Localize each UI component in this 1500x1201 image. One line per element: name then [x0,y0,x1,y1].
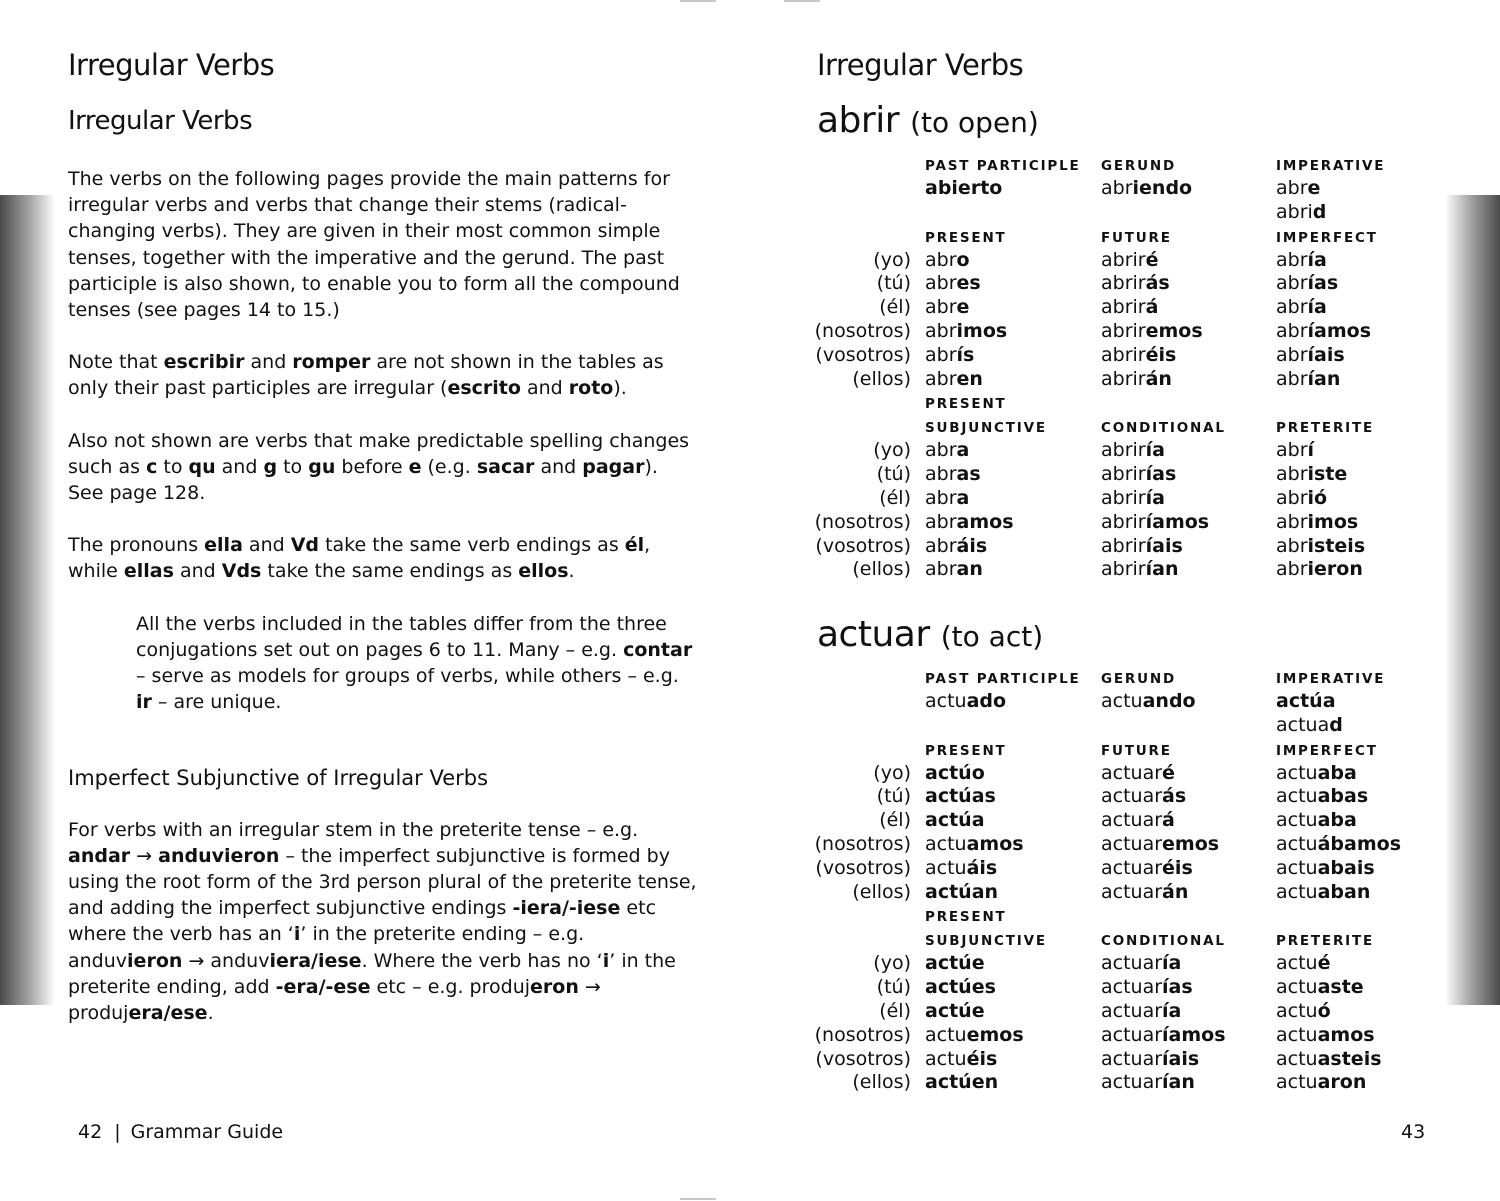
tense-label: PAST PARTICIPLE [925,158,1081,174]
bold-term: romper [292,351,371,374]
verb-ending: ían [1307,367,1341,390]
verb-ending: d [1329,713,1343,736]
verb-form: abrirán [1101,367,1172,390]
verb-ending: actúe [925,999,985,1022]
verb-form: actuaban [1276,880,1371,903]
verb-form: abría [1276,296,1327,319]
verb-form: abrieron [1276,558,1363,581]
verb-ending: ábamos [1317,832,1401,855]
bold-term: i [293,923,301,946]
verb-ending: ían [1145,558,1179,581]
paragraph: Also not shown are verbs that make predictable spelling changes such as c to qu and g to gu before e (e.g. sacar and pagar). See page 128. [68,429,690,505]
verb-ending: án [1145,367,1172,390]
verb-form [925,809,985,831]
verb-ending: abas [1317,785,1369,808]
verb-form: actuabas [1276,785,1369,808]
tense-label-row [817,904,1457,928]
pronoun: (nosotros) [814,832,911,855]
conjugation-row [817,1000,1457,1024]
verb-translation: (to open) [910,106,1039,139]
tense-label: IMPERFECT [1276,742,1378,759]
conjugation-row [817,857,1457,881]
pronoun: (tú) [876,976,911,999]
section-title: Irregular Verbs [68,106,253,136]
bold-term: iera/iese [269,949,362,972]
verb-form: actuarás [1101,785,1187,808]
verb-form: abramos [925,510,1014,533]
verb-heading [817,100,1039,141]
tense-label: IMPERFECT [1276,229,1378,246]
verb-ending: aban [1317,880,1371,903]
tense-label: PRESENT [925,396,1007,413]
verb-form: abrías [1276,272,1339,295]
pronoun: (tú) [876,272,911,295]
verb-form: actuasteis [1276,1047,1382,1070]
paragraph: For verbs with an irregular stem in the preterite tense – e.g. andar → anduvieron – the imperfect subjunctive is formed by using the root form of the 3rd person plural of the preterite tense, and adding the imperfect subjunctive endings -iera/-iese etc where the verb has an ‘i’ in the preterite ending – e.g. anduvieron → anduviera/iese. Where the verb has no ‘i’ in the preterite ending, add -era/-ese etc – e.g. produjeron → produjera/ese. [68,818,697,1025]
verb-form: abristeis [1276,534,1366,557]
verb-ending: ás [1162,785,1187,808]
bold-term: ir [136,691,152,714]
conjugation-row [814,510,1457,535]
pronoun: (nosotros) [814,1023,911,1046]
conjugation-row [817,535,1457,559]
verb-ending: íamos [1145,510,1210,533]
verb-form: actuáis [925,856,998,879]
verb-form: abrirían [1101,558,1179,581]
paragraph: Note that escribir and romper are not shown in the tables as only their past participles are irregular (escrito and roto). [68,351,664,400]
conjugation-row [817,296,1457,320]
verb-ending: é [1145,248,1159,271]
verb-ending: aba [1317,809,1357,832]
verb-form: abras [925,463,981,486]
verb-form: abriste [1276,463,1348,486]
verb-ending: a [956,439,970,462]
pronoun: (yo) [873,952,911,975]
conjugation-table [814,666,1457,1095]
conjugation-row [814,319,1457,344]
bold-term: escribir [163,351,245,374]
body-text [68,166,698,1052]
pronoun: (vosotros) [815,1047,911,1070]
conjugation-row [817,809,1457,833]
bold-term: él [624,534,645,557]
paragraph: The pronouns ella and Vd take the same verb endings as él, while ellas and Vds take the same endings as ellos. [68,534,651,583]
tense-label-row [817,928,1457,952]
pronoun: (ellos) [852,367,911,390]
verb-ending: éis [1162,856,1193,879]
verb-form: actuaba [1276,761,1357,784]
verb-ending: actúas [925,785,996,808]
verb-ending: abierto [925,177,1003,199]
bold-term: c [146,455,158,478]
verb-ending: emos [1145,319,1203,342]
bold-term: sacar [476,455,535,478]
verb-ending: ía [1307,248,1327,271]
verb-form [925,1000,985,1022]
verb-ending: íamos [1307,319,1372,342]
bold-term: i [602,949,610,972]
verb-ending: emos [966,1023,1024,1046]
verb-form [925,952,985,974]
verb-ending: á [1145,296,1159,319]
verb-ending: ás [1145,272,1170,295]
bold-term: contar [623,638,693,661]
verb-ending: ías [1162,976,1193,999]
conjugation-row [817,976,1457,1000]
verb-form: abriréis [1101,343,1177,366]
verb-ending: ó [1317,999,1331,1022]
verb-ending: ía [1307,296,1327,319]
pronoun: (ellos) [852,880,911,903]
verb-form: abrí [1276,439,1315,462]
bold-term: e [408,455,422,478]
subsection-title: Imperfect Subjunctive of Irregular Verbs [68,766,489,791]
verb-form: abriríais [1101,534,1183,557]
pronoun: (ellos) [852,1071,911,1094]
tense-label: SUBJUNCTIVE [925,420,1047,437]
verb-ending: áis [966,856,998,879]
verb-ending: emos [1162,832,1220,855]
tense-label: IMPERATIVE [1276,158,1386,174]
bold-term: -iera/-iese [512,897,621,920]
verb-ending: ía [1145,486,1165,509]
tense-label: FUTURE [1101,742,1172,759]
verb-form: actuaríais [1101,1047,1200,1070]
verb-form: abría [1276,248,1327,271]
verb-form: actuaba [1276,809,1357,832]
tense-label: PRETERITE [1276,420,1374,437]
conjugation-row [817,368,1457,392]
verb-form: actuaría [1101,952,1182,975]
tense-label-row [817,738,1457,762]
paragraph: The verbs on the following pages provide the main patterns for irregular verbs and verbs that change their stems (radical-changing verbs). They are given in their most common simple tenses, together with the imperative and the gerund. The past participle is also shown, to enable you to form all the compound tenses (see pages 14 to 15.) [68,168,680,322]
pronoun: (él) [879,296,911,319]
bold-term: escrito [447,377,521,400]
verb-ending: ando [1142,690,1196,712]
tense-label: CONDITIONAL [1101,420,1226,437]
verb-form [1276,690,1336,712]
verb-ending: é [1162,761,1175,784]
verb-form: abrid [1276,200,1327,223]
conjugation-row [817,487,1457,511]
verb-form [925,881,998,903]
conjugation-table [814,153,1457,582]
bold-term: ellos [518,560,569,583]
verb-form [925,976,996,998]
verb-form: abra [925,486,970,509]
pronoun: (vosotros) [815,534,911,557]
verb-ending: an [956,558,983,581]
verb-ending: amos [956,510,1014,533]
verb-ending: ió [1307,486,1328,509]
verb-ending: ías [1307,272,1339,295]
bold-term: ella [204,534,243,557]
verb-form: actuando [1101,690,1196,712]
verb-ending: iendo [1132,177,1193,199]
verb-form: abríamos [1276,319,1372,342]
verb-form: actuemos [925,1023,1024,1046]
bold-term: era/ese [128,1002,208,1025]
verb-ending: actúe [925,952,985,975]
verb-ending: éis [966,1047,998,1070]
tense-label: PRESENT [925,909,1007,926]
conjugation-row [814,1023,1457,1048]
verb-ending: é [1317,952,1331,975]
verb-ending: o [956,248,970,271]
verb-form: actuad [1276,713,1343,736]
pronoun: (vosotros) [815,343,911,366]
bold-term: qu [188,455,216,478]
verb-form: actuamos [1276,1023,1375,1046]
tense-label: PRETERITE [1276,933,1374,950]
pronoun: (él) [879,999,911,1022]
bold-term: ieron [127,949,183,972]
verb-ending: actúo [925,761,985,784]
verb-ending: abais [1317,856,1375,879]
verb-ending: ieron [1307,558,1363,581]
verb-ending: ía [1162,952,1182,975]
pronoun: (vosotros) [815,856,911,879]
bold-term: g [263,455,278,478]
verb-form: abriremos [1101,319,1203,342]
verb-form: actuarías [1101,976,1193,999]
verb-ending: imos [956,319,1008,342]
conjugation-row [817,463,1457,487]
running-head: Irregular Verbs [817,48,1024,82]
verb-form: actuado [925,690,1007,712]
verb-form: abriendo [1101,177,1193,199]
left-footer [78,1121,283,1143]
tense-label: GERUND [1101,671,1176,687]
verb-form: actuaré [1101,761,1175,784]
verb-ending: ado [966,690,1007,712]
verb-heading [817,614,1043,655]
tense-label: PRESENT [925,229,1007,246]
verb-ending: áis [956,534,988,557]
conjugation-row [817,881,1457,905]
verb-form: actuaría [1101,999,1182,1022]
verb-form: abro [925,248,970,271]
pronoun: (yo) [873,761,911,784]
verb-form: abriría [1101,439,1165,462]
bold-term: -era/-ese [275,975,371,998]
verb-ending: e [956,296,970,319]
verb-ending: actúen [925,1071,999,1094]
conjugation-row [817,762,1457,786]
bold-term: eron [530,975,579,998]
verb-ending: án [1162,880,1189,903]
verb-form: actuabais [1276,856,1375,879]
verb-ending: ís [956,343,975,366]
pronoun: (yo) [873,439,911,462]
crop-mark [784,0,820,2]
tense-label-row [817,391,1457,415]
verb-ending: aba [1317,761,1357,784]
verb-form [925,785,996,807]
verb-ending: actúan [925,880,999,903]
verb-ending: ías [1145,463,1177,486]
verb-ending: actúa [1276,690,1336,712]
verb-form: actuaréis [1101,856,1193,879]
verb-ending: a [956,486,970,509]
verb-form: actuará [1101,809,1175,832]
pronoun: (yo) [873,248,911,271]
verb-form: abra [925,439,970,462]
tense-label: FUTURE [1101,229,1172,246]
conjugation-row [817,344,1457,368]
pronoun: (nosotros) [814,319,911,342]
verb-form: abráis [925,534,988,557]
bold-term: Vd [290,534,320,557]
verb-ending: íais [1307,343,1345,366]
conjugation-row [817,952,1457,976]
verb-infinitive: actuar [817,614,930,655]
verb-form [925,177,1002,199]
conjugation-row [817,177,1457,201]
verb-ending: en [956,367,983,390]
conjugation-row [817,1071,1457,1095]
verb-form: actué [1276,952,1331,975]
verb-form: abriría [1101,486,1165,509]
verb-form: abrirías [1101,463,1177,486]
verb-ending: amos [966,832,1024,855]
pronoun: (ellos) [852,558,911,581]
verb-ending: aste [1317,976,1364,999]
pronoun: (tú) [876,463,911,486]
bold-term: andar [68,844,131,867]
verb-form: abre [925,296,970,319]
verb-form: actuaríamos [1101,1023,1226,1046]
conjugation-row [817,714,1457,738]
verb-ending: actúes [925,976,996,999]
right-footer [1401,1121,1425,1143]
tense-label-row [817,415,1457,439]
verb-ending: íais [1162,1047,1200,1070]
page-number: 42 [78,1121,103,1143]
footer-section: Grammar Guide [130,1121,284,1143]
verb-form [925,762,985,784]
verb-form: actuó [1276,999,1331,1022]
conjugation-row [817,249,1457,273]
bold-term: anduvieron [158,844,280,867]
verb-ending: á [1162,809,1175,832]
verb-form: abren [925,367,983,390]
bold-term: ellas [123,560,174,583]
tense-label: SUBJUNCTIVE [925,933,1047,950]
pronoun: (tú) [876,785,911,808]
footer-separator: | [114,1121,121,1143]
verb-ending: í [1307,439,1315,462]
verb-ending: imos [1307,510,1359,533]
conjugation-row [817,439,1457,463]
tense-label-row [817,225,1457,249]
pronoun: (él) [879,486,911,509]
tense-label: IMPERATIVE [1276,671,1386,687]
verb-form: actuarán [1101,880,1189,903]
conjugation-row [817,558,1457,582]
verb-infinitive: abrir [817,100,900,141]
verb-ending: ía [1145,439,1165,462]
verb-form: abrimos [1276,510,1359,533]
verb-form: abrimos [925,319,1008,342]
verb-form: actuaron [1276,1071,1367,1094]
verb-form: abrís [925,343,975,366]
verb-form: abriré [1101,248,1159,271]
conjugation-row [817,785,1457,809]
verb-form: abre [1276,177,1321,199]
tense-label-row [817,666,1457,690]
verb-ending: actúa [925,809,985,832]
verb-ending: iste [1307,463,1348,486]
bold-term: gu [308,455,336,478]
paragraph: All the verbs included in the tables differ from the three conjugations set out on pages 6 to 11. Many – e.g. contar – serve as models for groups of verbs, while others – e.g. ir – are unique. [136,612,693,714]
verb-form: abran [925,558,983,581]
crop-mark [680,1198,716,1200]
bold-term: Vds [221,560,262,583]
verb-form: actuábamos [1276,832,1401,855]
verb-ending: amos [1317,1023,1375,1046]
conjugation-row [817,690,1457,714]
tense-label: CONDITIONAL [1101,933,1226,950]
verb-ending: ían [1162,1071,1195,1094]
verb-form: abrirás [1101,272,1170,295]
running-head: Irregular Verbs [68,48,275,82]
tense-label: PAST PARTICIPLE [925,671,1081,687]
verb-form: actuaremos [1101,832,1220,855]
tense-label: PRESENT [925,742,1007,759]
verb-translation: (to act) [940,620,1044,653]
tense-label: GERUND [1101,158,1176,174]
page-number: 43 [1401,1121,1426,1143]
tense-label-row [817,153,1457,177]
verb-form: abrirá [1101,296,1159,319]
verb-form: abrió [1276,486,1328,509]
verb-ending: aron [1317,1071,1367,1094]
verb-ending: éis [1145,343,1177,366]
conjugation-row [817,272,1457,296]
verb-ending: isteis [1307,534,1366,557]
pronoun: (nosotros) [814,510,911,533]
conjugation-row [817,1048,1457,1072]
verb-form: abres [925,272,981,295]
verb-ending: es [956,272,981,295]
verb-ending: íamos [1162,1023,1226,1046]
bold-term: pagar [582,455,645,478]
verb-form: actuarían [1101,1071,1195,1094]
verb-ending: e [1307,177,1321,199]
left-page-edge-shadow [0,195,55,1005]
verb-ending: ía [1162,999,1182,1022]
verb-form: actuéis [925,1047,998,1070]
conjugation-row [817,201,1457,225]
verb-ending: asteis [1317,1047,1382,1070]
bold-term: roto [568,377,614,400]
crop-mark [680,0,716,2]
verb-form: actuamos [925,832,1024,855]
verb-form [925,1071,998,1093]
verb-form: abríais [1276,343,1345,366]
verb-ending: as [956,463,981,486]
verb-form: actuaste [1276,976,1364,999]
verb-form: abrían [1276,367,1341,390]
verb-ending: íais [1145,534,1183,557]
verb-form: abriríamos [1101,510,1210,533]
pronoun: (él) [879,809,911,832]
verb-ending: d [1312,200,1327,223]
conjugation-row [814,832,1457,857]
